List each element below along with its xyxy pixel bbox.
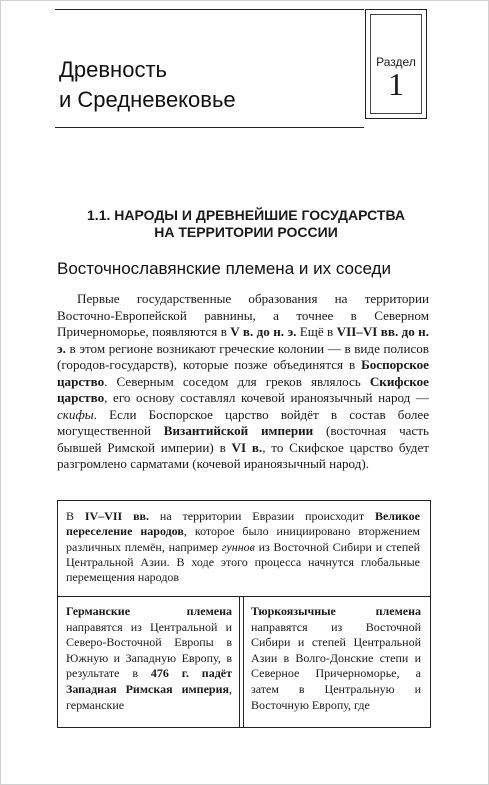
- chapter-heading-line2: НА ТЕРРИТОРИИ РОССИИ: [154, 224, 338, 240]
- section-number-box-inner: [370, 14, 422, 114]
- chapter-heading: [41, 207, 451, 241]
- subheading: Восточнославянские племена и их соседи: [57, 259, 391, 278]
- table-right-cell: Тюркоязычные племена направятся из Восточной Сибири и степей Центральной Азии в Волго-Донские степи и Северное Причерноморье, а затем в Центральную и Восточную Европу, где: [251, 604, 421, 712]
- section-title-line1: Древность: [59, 57, 167, 82]
- table-vertical-divider: [239, 596, 240, 727]
- table-horizontal-divider: [58, 596, 430, 597]
- body-paragraph: Первые государственные образования на территории Восточно-Европейской равнины, а точнее в Северном Причерноморье, появляются в V в. до н. э. Ещё в VII–VI вв. до н. э. в этом регионе возникают греческие колонии — в виде полисов (городов-государств), которые позже объединятся в Боспорское царство. Северным соседом для греков являлось Скифское царство, его основу составлял кочевой ираноязычный народ — скифы. Если Боспорское царство войдёт в состав более могущественной Византийской империи (восточная часть бывшей Римской империи) в VI в., то Скифское царство будет разгромлено сарматами (кочевой ираноязычный народ).: [57, 291, 429, 471]
- info-table: [57, 500, 431, 728]
- table-top-cell: В IV–VII вв. на территории Евразии происходит Великое переселение народов, которое было инициировано вторжением различных племён, например гуннов из Восточной Сибири и степей Центральной Азии. В ходе этого процесса начнутся глобальные перемещения народов: [66, 509, 420, 585]
- section-number-box: [365, 9, 427, 119]
- chapter-heading-line1: 1.1. НАРОДЫ И ДРЕВНЕЙШИЕ ГОСУДАРСТВА: [87, 207, 405, 223]
- section-title: [59, 55, 236, 115]
- header-top-rule: [55, 9, 364, 10]
- section-number: 1: [388, 66, 404, 102]
- table-left-cell: Германские племена направятся из Центральной и Северо-Восточной Европы в Южную и Западную Европу, в результате в 476 г. падёт Западная Римская империя, германские: [66, 604, 232, 712]
- header-bottom-rule: [55, 127, 364, 128]
- section-label: Раздел: [376, 55, 416, 69]
- section-title-line2: и Средневековье: [59, 87, 236, 112]
- table-vertical-divider-inner: [243, 596, 244, 727]
